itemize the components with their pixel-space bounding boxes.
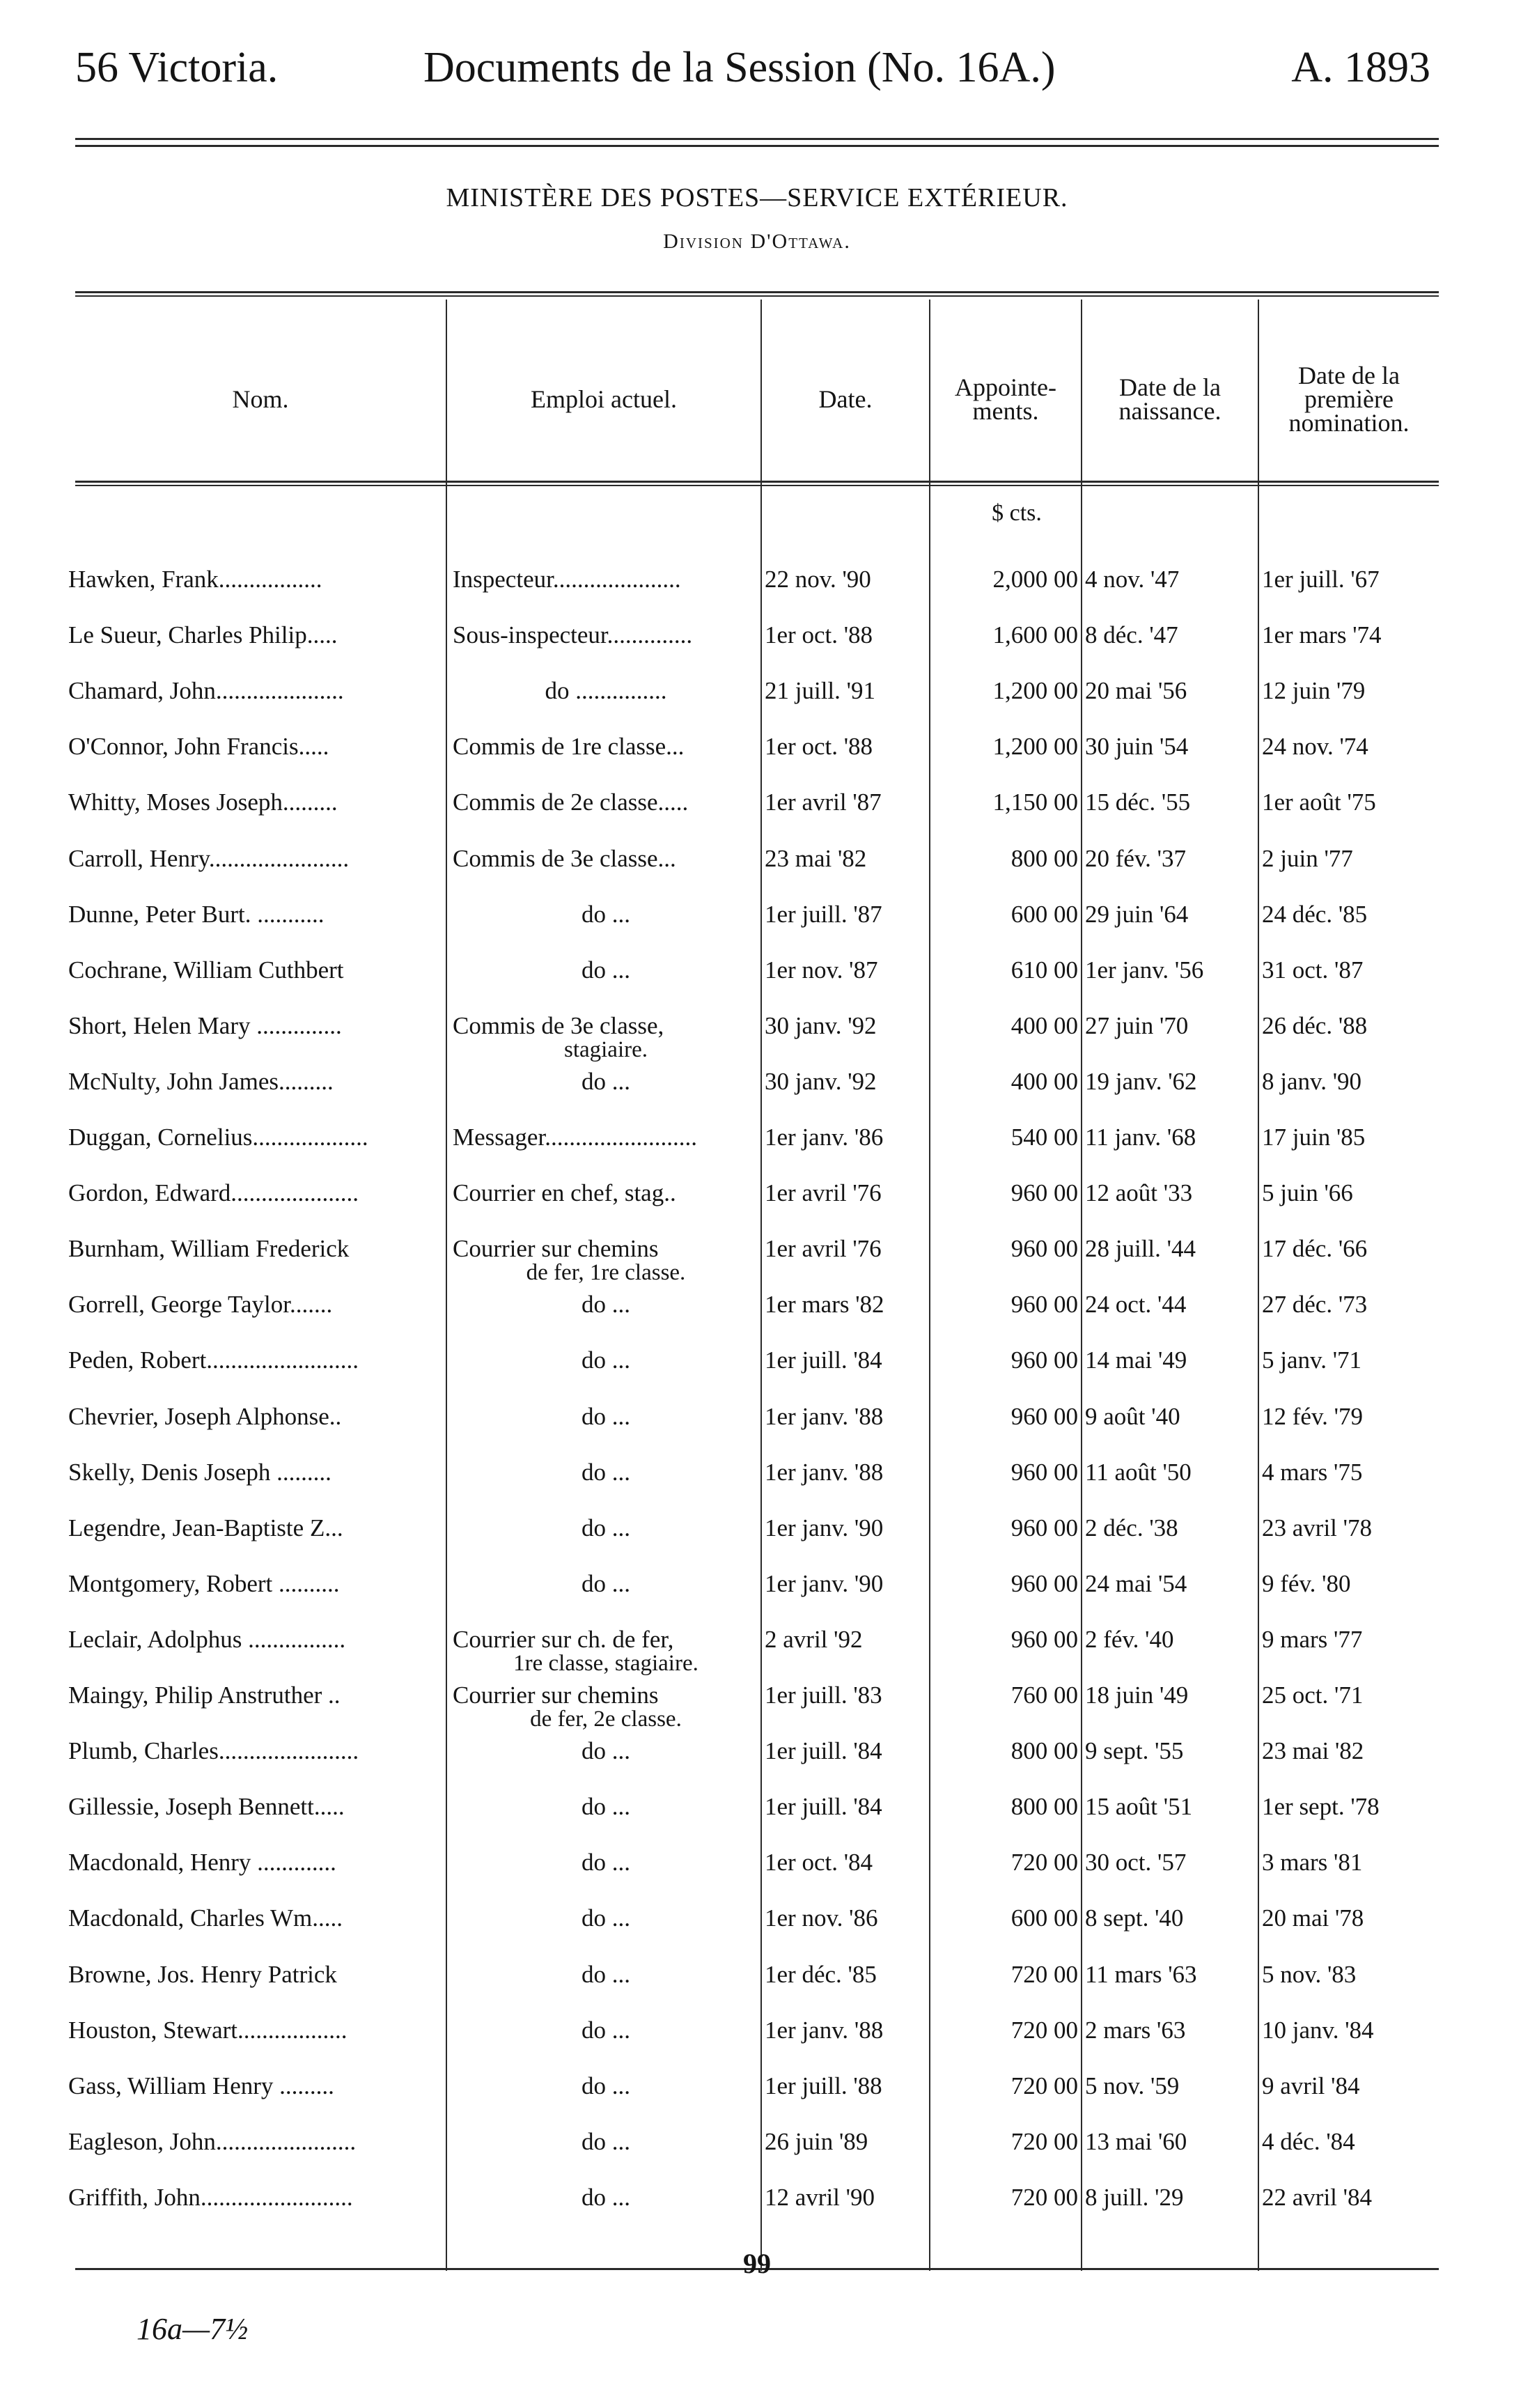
table-cell-date: 22 nov. '90: [765, 566, 871, 593]
table-cell-date: 21 juill. '91: [765, 677, 875, 704]
table-cell-date: 1er juill. '84: [765, 1346, 882, 1374]
table-cell-name: Macdonald, Charles Wm.....: [68, 1904, 343, 1932]
table-cell-naissance: 11 mars '63: [1085, 1961, 1197, 1988]
table-cell-appointements: 760 00: [1010, 1681, 1078, 1709]
table-cell-name: Chamard, John.....................: [68, 677, 344, 704]
table-cell-appointements: 720 00: [1010, 1961, 1078, 1988]
page-number: 99: [743, 2248, 771, 2279]
table-cell-appointements: 960 00: [1010, 1626, 1078, 1653]
table-cell-appointements: 600 00: [1010, 901, 1078, 928]
table-cell-name: Dunne, Peter Burt. ...........: [68, 901, 325, 928]
table-cell-premiere: 4 déc. '84: [1262, 2128, 1355, 2155]
table-cell-premiere: 23 mai '82: [1262, 1737, 1364, 1764]
table-cell-appointements: 2,000 00: [992, 566, 1078, 593]
table-cell-appointements: 720 00: [1010, 2072, 1078, 2099]
table-cell-date: 1er avril '76: [765, 1235, 882, 1262]
table-cell-emploi: do ...: [582, 2184, 630, 2211]
table-cell-appointements: 1,150 00: [992, 789, 1078, 816]
units-label: $ cts.: [992, 500, 1042, 526]
table-cell-emploi-continuation: de fer, 2e classe.: [530, 1707, 682, 1732]
table-cell-name: Gillessie, Joseph Bennett.....: [68, 1793, 345, 1820]
table-cell-premiere: 17 déc. '66: [1262, 1235, 1368, 1262]
column-header-premiere: Date de la première nomination.: [1288, 362, 1410, 437]
table-cell-premiere: 3 mars '81: [1262, 1849, 1363, 1876]
table-cell-emploi: do ...: [582, 1514, 630, 1541]
table-cell-appointements: 960 00: [1010, 1570, 1078, 1597]
table-cell-date: 1er mars '82: [765, 1291, 884, 1318]
table-cell-emploi-continuation: 1re classe, stagiaire.: [513, 1651, 699, 1676]
table-cell-date: 1er janv. '90: [765, 1570, 884, 1597]
table-cell-date: 1er nov. '86: [765, 1904, 878, 1932]
table-cell-premiere: 23 avril '78: [1262, 1514, 1372, 1541]
table-cell-naissance: 20 mai '56: [1085, 677, 1187, 704]
table-cell-emploi: do ...: [582, 1570, 630, 1597]
table-cell-emploi: Courrier sur ch. de fer,: [453, 1626, 674, 1653]
table-cell-date: 1er oct. '88: [765, 733, 873, 760]
table-cell-premiere: 4 mars '75: [1262, 1459, 1363, 1486]
table-cell-naissance: 18 juin '49: [1085, 1681, 1189, 1709]
table-cell-appointements: 1,200 00: [992, 677, 1078, 704]
table-cell-date: 1er avril '87: [765, 789, 882, 816]
table-cell-appointements: 960 00: [1010, 1514, 1078, 1541]
table-cell-appointements: 720 00: [1010, 2128, 1078, 2155]
table-cell-date: 1er janv. '86: [765, 1124, 884, 1151]
table-cell-date: 1er juill. '87: [765, 901, 882, 928]
table-cell-date: 2 avril '92: [765, 1626, 863, 1653]
table-cell-date: 26 juin '89: [765, 2128, 868, 2155]
table-cell-naissance: 12 août '33: [1085, 1179, 1193, 1206]
table-cell-appointements: 960 00: [1010, 1459, 1078, 1486]
table-cell-premiere: 5 janv. '71: [1262, 1346, 1362, 1374]
table-cell-emploi: do ...: [582, 1403, 630, 1430]
table-cell-appointements: 720 00: [1010, 1849, 1078, 1876]
table-cell-date: 1er oct. '88: [765, 621, 873, 648]
table-cell-emploi: Commis de 1re classe...: [453, 733, 685, 760]
table-cell-name: Burnham, William Frederick: [68, 1235, 350, 1262]
table-cell-naissance: 24 oct. '44: [1085, 1291, 1187, 1318]
table-cell-date: 1er juill. '84: [765, 1793, 882, 1820]
table-cell-appointements: 800 00: [1010, 1737, 1078, 1764]
table-cell-appointements: 720 00: [1010, 2184, 1078, 2211]
table-cell-premiere: 31 oct. '87: [1262, 956, 1364, 984]
table-cell-name: Houston, Stewart..................: [68, 2017, 348, 2044]
table-cell-naissance: 5 nov. '59: [1085, 2072, 1180, 2099]
table-cell-premiere: 9 fév. '80: [1262, 1570, 1351, 1597]
table-cell-naissance: 8 juill. '29: [1085, 2184, 1184, 2211]
table-cell-date: 23 mai '82: [765, 845, 867, 872]
table-cell-appointements: 610 00: [1010, 956, 1078, 984]
table-cell-naissance: 28 juill. '44: [1085, 1235, 1196, 1262]
table-cell-emploi: Commis de 2e classe.....: [453, 789, 689, 816]
table-cell-naissance: 9 sept. '55: [1085, 1737, 1184, 1764]
table-cell-date: 1er juill. '88: [765, 2072, 882, 2099]
table-cell-name: Duggan, Cornelius...................: [68, 1124, 368, 1151]
table-cell-premiere: 27 déc. '73: [1262, 1291, 1368, 1318]
table-cell-emploi: Commis de 3e classe,: [453, 1012, 664, 1039]
table-cell-name: O'Connor, John Francis.....: [68, 733, 329, 760]
table-cell-premiere: 10 janv. '84: [1262, 2017, 1374, 2044]
table-cell-date: 12 avril '90: [765, 2184, 875, 2211]
table-cell-emploi: do ...: [582, 1793, 630, 1820]
table-cell-emploi: do ...: [582, 2128, 630, 2155]
table-cell-emploi: do ...: [582, 956, 630, 984]
table-cell-naissance: 30 juin '54: [1085, 733, 1189, 760]
table-cell-appointements: 960 00: [1010, 1291, 1078, 1318]
table-cell-appointements: 600 00: [1010, 1904, 1078, 1932]
table-cell-name: Le Sueur, Charles Philip.....: [68, 621, 338, 648]
table-cell-premiere: 1er mars '74: [1262, 621, 1382, 648]
table-cell-naissance: 9 août '40: [1085, 1403, 1180, 1430]
table-cell-name: Browne, Jos. Henry Patrick: [68, 1961, 337, 1988]
table-cell-name: Maingy, Philip Anstruther ..: [68, 1681, 341, 1709]
table-cell-name: Carroll, Henry.......................: [68, 845, 350, 872]
table-cell-name: Peden, Robert.........................: [68, 1346, 359, 1374]
table-cell-name: Legendre, Jean-Baptiste Z...: [68, 1514, 343, 1541]
table-cell-naissance: 13 mai '60: [1085, 2128, 1187, 2155]
table-cell-name: Hawken, Frank.................: [68, 566, 322, 593]
table-cell-date: 1er oct. '84: [765, 1849, 873, 1876]
table-cell-emploi: do ...............: [545, 677, 667, 704]
table-cell-premiere: 5 juin '66: [1262, 1179, 1353, 1206]
table-cell-premiere: 1er juill. '67: [1262, 566, 1380, 593]
table-cell-appointements: 960 00: [1010, 1346, 1078, 1374]
table-cell-naissance: 4 nov. '47: [1085, 566, 1180, 593]
table-cell-date: 1er janv. '88: [765, 1459, 884, 1486]
table-cell-naissance: 11 août '50: [1085, 1459, 1192, 1486]
header-document-title: Documents de la Session (No. 16A.): [423, 44, 1056, 91]
table-cell-appointements: 960 00: [1010, 1403, 1078, 1430]
table-cell-premiere: 25 oct. '71: [1262, 1681, 1364, 1709]
table-cell-naissance: 15 déc. '55: [1085, 789, 1191, 816]
table-cell-name: Plumb, Charles.......................: [68, 1737, 359, 1764]
table-cell-naissance: 8 déc. '47: [1085, 621, 1178, 648]
table-cell-naissance: 2 fév. '40: [1085, 1626, 1174, 1653]
table-cell-name: Griffith, John.........................: [68, 2184, 353, 2211]
table-cell-emploi-continuation: de fer, 1re classe.: [526, 1260, 686, 1285]
column-header-appointements: Appointe-ments.: [955, 373, 1056, 425]
table-cell-name: Eagleson, John.......................: [68, 2128, 357, 2155]
table-cell-emploi: do ...: [582, 2017, 630, 2044]
table-cell-name: Gass, William Henry .........: [68, 2072, 334, 2099]
table-cell-premiere: 8 janv. '90: [1262, 1068, 1362, 1095]
table-cell-premiere: 22 avril '84: [1262, 2184, 1372, 2211]
table-cell-premiere: 9 avril '84: [1262, 2072, 1360, 2099]
table-cell-appointements: 1,200 00: [992, 733, 1078, 760]
table-cell-emploi: do ...: [582, 1068, 630, 1095]
table-cell-emploi: Courrier sur chemins: [453, 1235, 659, 1262]
table-cell-naissance: 15 août '51: [1085, 1793, 1193, 1820]
table-cell-naissance: 27 juin '70: [1085, 1012, 1189, 1039]
table-cell-appointements: 400 00: [1010, 1068, 1078, 1095]
table-cell-naissance: 2 mars '63: [1085, 2017, 1186, 2044]
table-cell-name: Whitty, Moses Joseph.........: [68, 789, 338, 816]
table-cell-appointements: 800 00: [1010, 845, 1078, 872]
table-cell-emploi: Messager.........................: [453, 1124, 697, 1151]
section-subtitle: Division D'Ottawa.: [663, 230, 851, 253]
table-cell-name: Gorrell, George Taylor.......: [68, 1291, 333, 1318]
table-cell-naissance: 2 déc. '38: [1085, 1514, 1178, 1541]
table-cell-name: Short, Helen Mary ..............: [68, 1012, 342, 1039]
table-cell-premiere: 12 juin '79: [1262, 677, 1366, 704]
table-cell-appointements: 540 00: [1010, 1124, 1078, 1151]
table-cell-naissance: 14 mai '49: [1085, 1346, 1187, 1374]
table-cell-naissance: 29 juin '64: [1085, 901, 1189, 928]
table-cell-premiere: 5 nov. '83: [1262, 1961, 1357, 1988]
table-cell-emploi: Sous-inspecteur..............: [453, 621, 693, 648]
table-cell-naissance: 1er janv. '56: [1085, 956, 1204, 984]
header-volume: 56 Victoria.: [75, 44, 279, 91]
table-cell-emploi-continuation: stagiaire.: [563, 1037, 648, 1062]
table-cell-premiere: 9 mars '77: [1262, 1626, 1363, 1653]
column-header-naissance: Date de la naissance.: [1118, 373, 1222, 425]
table-cell-emploi: do ...: [582, 1459, 630, 1486]
table-cell-emploi: do ...: [582, 901, 630, 928]
table-cell-premiere: 17 juin '85: [1262, 1124, 1366, 1151]
table-cell-appointements: 800 00: [1010, 1793, 1078, 1820]
table-cell-emploi: do ...: [582, 1291, 630, 1318]
table-cell-appointements: 1,600 00: [992, 621, 1078, 648]
table-cell-premiere: 24 déc. '85: [1262, 901, 1368, 928]
table-cell-emploi: Commis de 3e classe...: [453, 845, 676, 872]
table-cell-premiere: 1er août '75: [1262, 789, 1376, 816]
table-cell-appointements: 960 00: [1010, 1179, 1078, 1206]
table-cell-premiere: 2 juin '77: [1262, 845, 1353, 872]
table-cell-date: 1er nov. '87: [765, 956, 878, 984]
table-cell-premiere: 1er sept. '78: [1262, 1793, 1380, 1820]
table-cell-appointements: 960 00: [1010, 1235, 1078, 1262]
column-header-nom: Nom.: [232, 385, 289, 413]
table-cell-date: 1er avril '76: [765, 1179, 882, 1206]
table-cell-naissance: 11 janv. '68: [1085, 1124, 1196, 1151]
table-cell-name: Chevrier, Joseph Alphonse..: [68, 1403, 342, 1430]
table-cell-name: Montgomery, Robert ..........: [68, 1570, 340, 1597]
table-cell-name: Macdonald, Henry .............: [68, 1849, 336, 1876]
table-cell-date: 1er janv. '90: [765, 1514, 884, 1541]
section-title: MINISTÈRE DES POSTES—SERVICE EXTÉRIEUR.: [446, 183, 1068, 212]
table-cell-name: Skelly, Denis Joseph .........: [68, 1459, 331, 1486]
table-cell-appointements: 720 00: [1010, 2017, 1078, 2044]
table-cell-date: 1er juill. '84: [765, 1737, 882, 1764]
header-year: A. 1893: [1291, 44, 1430, 91]
table-cell-emploi: do ...: [582, 1961, 630, 1988]
table-cell-premiere: 20 mai '78: [1262, 1904, 1364, 1932]
table-cell-emploi: do ...: [582, 2072, 630, 2099]
table-cell-emploi: Courrier sur chemins: [453, 1681, 659, 1709]
table-cell-naissance: 24 mai '54: [1085, 1570, 1187, 1597]
table-cell-emploi: do ...: [582, 1737, 630, 1764]
table-cell-date: 1er juill. '83: [765, 1681, 882, 1709]
table-cell-date: 30 janv. '92: [765, 1068, 877, 1095]
table-cell-name: Cochrane, William Cuthbert: [68, 956, 344, 984]
column-header-date: Date.: [818, 385, 873, 413]
table-cell-date: 1er déc. '85: [765, 1961, 877, 1988]
table-cell-premiere: 26 déc. '88: [1262, 1012, 1368, 1039]
table-cell-naissance: 19 janv. '62: [1085, 1068, 1197, 1095]
table-cell-name: Gordon, Edward.....................: [68, 1179, 359, 1206]
column-header-emploi: Emploi actuel.: [531, 385, 677, 413]
table-cell-date: 1er janv. '88: [765, 1403, 884, 1430]
table-cell-premiere: 24 nov. '74: [1262, 733, 1368, 760]
table-cell-date: 30 janv. '92: [765, 1012, 877, 1039]
table-cell-naissance: 8 sept. '40: [1085, 1904, 1184, 1932]
table-cell-emploi: do ...: [582, 1346, 630, 1374]
table-cell-premiere: 12 fév. '79: [1262, 1403, 1363, 1430]
table-cell-naissance: 20 fév. '37: [1085, 845, 1186, 872]
table-cell-emploi: Courrier en chef, stag..: [453, 1179, 676, 1206]
table-cell-naissance: 30 oct. '57: [1085, 1849, 1187, 1876]
table-cell-name: Leclair, Adolphus ................: [68, 1626, 346, 1653]
table-cell-emploi: do ...: [582, 1849, 630, 1876]
table-cell-name: McNulty, John James.........: [68, 1068, 334, 1095]
table-cell-emploi: Inspecteur.....................: [453, 566, 681, 593]
table-cell-date: 1er janv. '88: [765, 2017, 884, 2044]
footer-signature-mark: 16a—7½: [136, 2312, 249, 2346]
table-cell-appointements: 400 00: [1010, 1012, 1078, 1039]
table-cell-emploi: do ...: [582, 1904, 630, 1932]
